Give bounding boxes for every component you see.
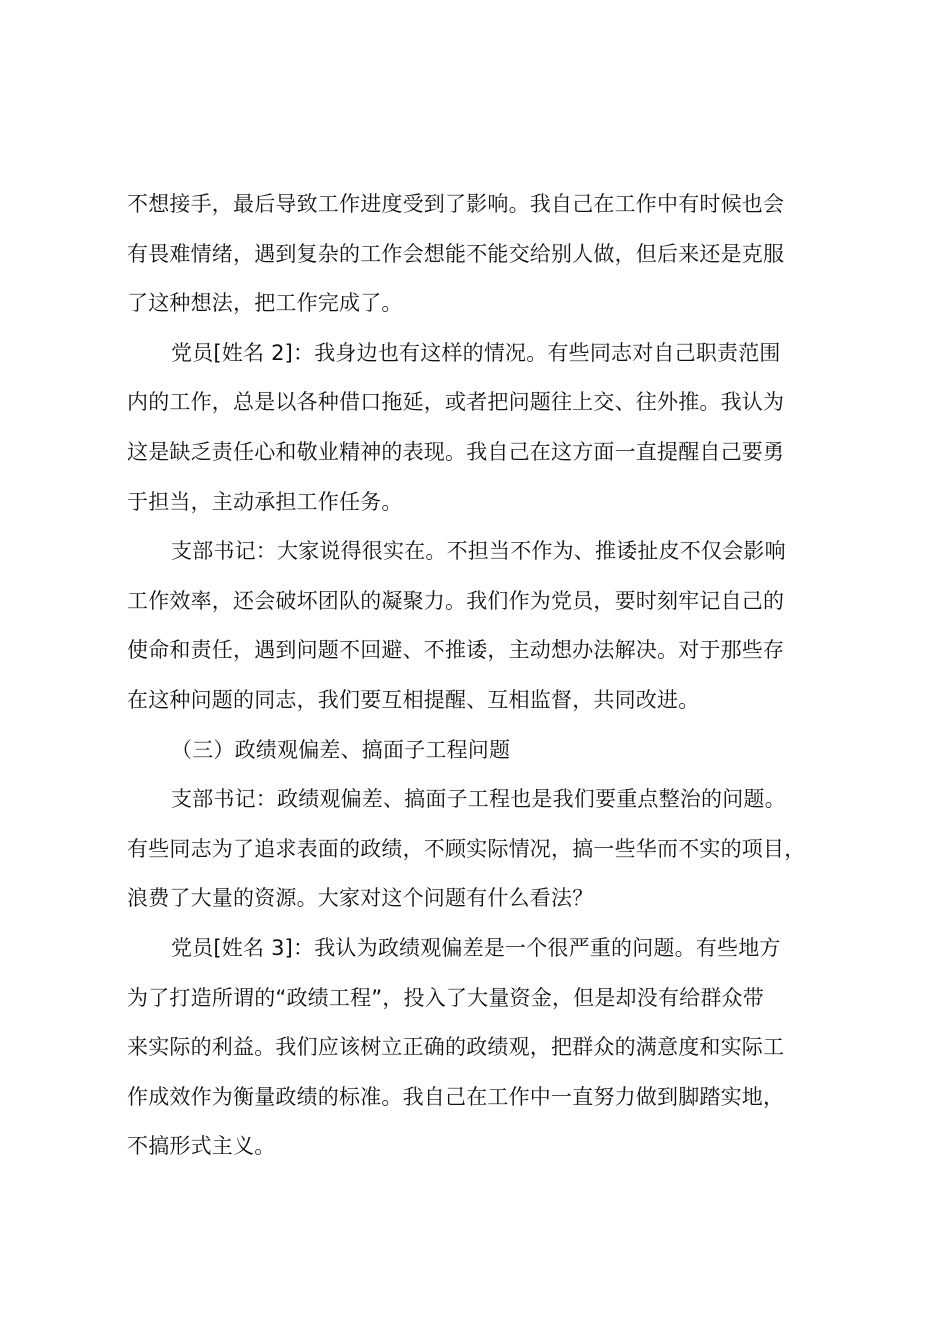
text-line: 来实际的利益。我们应该树立正确的政绩观，把群众的满意度和实际工 [127,1035,785,1060]
text-line: 作成效作为衡量政绩的标准。我自己在工作中一直努力做到脚踏实地， [127,1084,785,1109]
text-line: 使命和责任，遇到问题不回避、不推诿，主动想办法解决。对于那些存 [127,638,785,663]
paragraph [127,527,837,725]
text-line: 工作效率，还会破坏团队的凝聚力。我们作为党员，要时刻牢记自己的 [127,588,785,613]
text-line: 有些同志为了追求表面的政绩，不顾实际情况，搞一些华而不实的项目， [127,836,806,861]
section-heading [127,726,837,776]
paragraph [127,924,837,1172]
text-line: 内的工作，总是以各种借口拖延，或者把问题往上交、往外推。我认为 [127,390,785,415]
paragraph [127,329,837,527]
text-line: 不搞形式主义。 [127,1134,276,1159]
text-line: 了这种想法，把工作完成了。 [127,291,403,316]
heading-line: （三）政绩观偏差、搞面子工程问题 [171,737,511,762]
paragraph [127,180,837,329]
paragraph [127,775,837,924]
text-line: 有畏难情绪，遇到复杂的工作会想能不能交给别人做，但后来还是克服 [127,241,785,266]
text-line: 支部书记：大家说得很实在。不担当不作为、推诿扯皮不仅会影响 [171,539,786,564]
text-line: 支部书记：政绩观偏差、搞面子工程也是我们要重点整治的问题。 [171,787,786,812]
text-line: 这是缺乏责任心和敬业精神的表现。我自己在这方面一直提醒自己要勇 [127,439,785,464]
text-line: 于担当，主动承担工作任务。 [127,489,403,514]
text-line: 党员[姓名 2]：我身边也有这样的情况。有些同志对自己职责范围 [171,340,781,365]
text-line: 不想接手，最后导致工作进度受到了影响。我自己在工作中有时候也会 [127,192,785,216]
text-line: 党员[姓名 3]：我认为政绩观偏差是一个很严重的问题。有些地方 [171,935,781,960]
text-line: 浪费了大量的资源。大家对这个问题有什么看法？ [127,886,594,911]
text-line: 在这种问题的同志，我们要互相提醒、互相监督，共同改进。 [127,687,700,712]
document-body [127,180,837,1172]
text-line: 为了打造所谓的“政绩工程”，投入了大量资金，但是却没有给群众带 [127,985,764,1010]
